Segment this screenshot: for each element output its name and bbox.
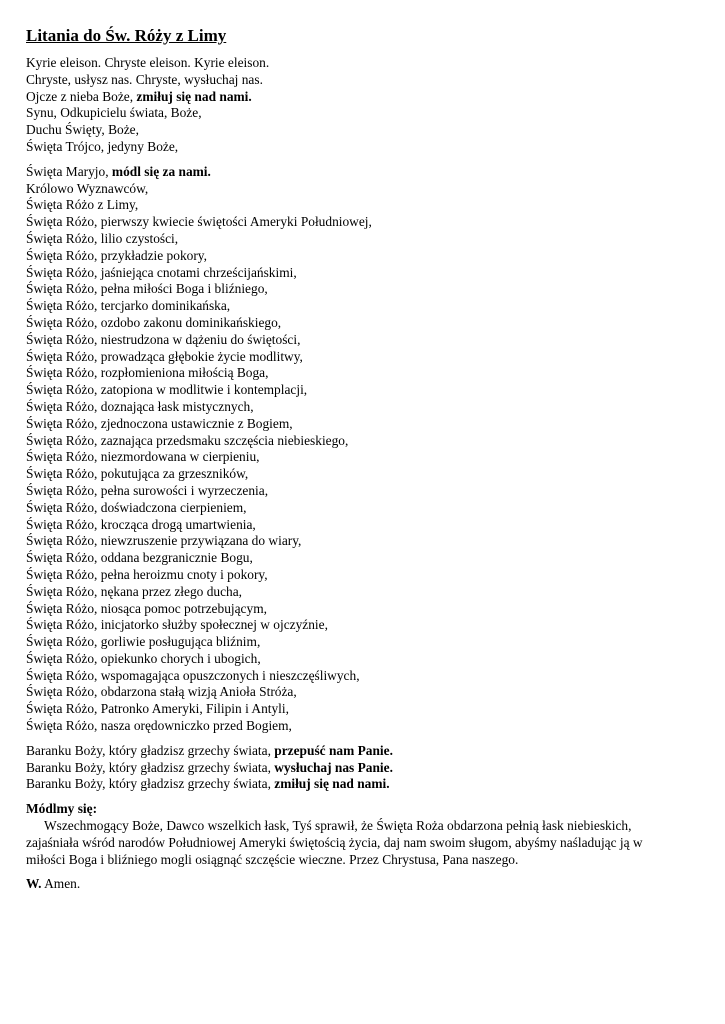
litany-line: [26, 197, 706, 214]
litany-response: zmiłuj się nad nami.: [274, 776, 390, 792]
litany-invocation: Święta Różo, opiekunko chorych i ubogich,: [26, 650, 261, 666]
litany-invocation: Święta Różo, nasza orędowniczko przed Bogiem,: [26, 718, 292, 734]
litany-line: [26, 500, 706, 517]
litany-invocation: Święta Różo, zatopiona w modlitwie i kontemplacji,: [26, 382, 308, 398]
litany-line: [26, 651, 706, 668]
litany-line: [26, 399, 706, 416]
litany-line: [26, 743, 706, 760]
litany-line: [26, 760, 706, 777]
litany-invocation: Święta Różo z Limy,: [26, 197, 139, 213]
litany-line: [26, 72, 706, 89]
litany-line: [26, 139, 706, 156]
litany-line: [26, 433, 706, 450]
litany-invocation: Chryste, usłysz nas. Chryste, wysłuchaj nas.: [26, 71, 263, 87]
litany-invocation: Święta Różo, tercjarko dominikańska,: [26, 298, 231, 314]
litany-line: [26, 634, 706, 651]
litany-invocation: Synu, Odkupicielu świata, Boże,: [26, 105, 202, 121]
litany-invocation: Święta Różo, inicjatorko służby społecznej w ojczyźnie,: [26, 617, 328, 633]
litany-response: módl się za nami.: [111, 163, 211, 179]
litany-line: [26, 668, 706, 685]
litany-invocation: Święta Różo, Patronko Ameryki, Filipin i Antyli,: [26, 701, 289, 717]
litany-line: [26, 231, 706, 248]
litany-invocation: Święta Różo, prowadząca głębokie życie modlitwy,: [26, 348, 303, 364]
litany-invocation: Święta Różo, doświadczona cierpieniem,: [26, 499, 247, 515]
litany-line: [26, 365, 706, 382]
litany-invocation: Święta Różo, zjednoczona ustawicznie z Bogiem,: [26, 415, 293, 431]
litany-line: [26, 617, 706, 634]
litany-line: [26, 466, 706, 483]
litany-invocation: Święta Różo, lilio czystości,: [26, 230, 179, 246]
litany-line: [26, 349, 706, 366]
litany-line: [26, 248, 706, 265]
litany-line: [26, 449, 706, 466]
litany-line: [26, 483, 706, 500]
litany-invocation: Święta Różo, doznająca łask mistycznych,: [26, 398, 254, 414]
amen-text: Amen.: [41, 876, 81, 892]
litany-line: [26, 315, 706, 332]
litany-invocation: Święta Różo, niestrudzona w dążeniu do świętości,: [26, 331, 301, 347]
litany-invocation: Święta Różo, krocząca drogą umartwienia,: [26, 516, 256, 532]
litany-invocation: Święta Różo, nękana przez złego ducha,: [26, 583, 243, 599]
litany-line: [26, 701, 706, 718]
litany-line: [26, 718, 706, 735]
litany-invocation: Baranku Boży, który gładzisz grzechy świata,: [26, 776, 275, 792]
litany-invocation: Święta Różo, ozdobo zakonu dominikańskiego,: [26, 314, 282, 330]
lamb-of-god-block: [26, 743, 706, 793]
litany-invocation: Święta Różo, zaznająca przedsmaku szczęścia niebieskiego,: [26, 432, 349, 448]
litany-invocation: Ojcze z nieba Boże,: [26, 88, 137, 104]
litany-line: [26, 105, 706, 122]
litany-line: [26, 533, 706, 550]
litany-line: [26, 181, 706, 198]
litany-line: [26, 281, 706, 298]
litany-line: [26, 382, 706, 399]
litany-line: [26, 332, 706, 349]
litany-line: [26, 601, 706, 618]
litany-invocation: Święta Różo, pełna miłości Boga i bliźniego,: [26, 281, 268, 297]
prayer-text: Wszechmogący Boże, Dawco wszelkich łask, Tyś sprawił, że Święta Roża obdarzona pełnią łask niebieskich, zajaśniała wśród narodów Południowej Ameryki świętością życia, daj nam swoim sługom, abyśmy naśladując ją w miłości Boga i bliźniego mogli osiągnąć szczęście wieczne. Przez Chrystusa, Pana naszego.: [26, 818, 643, 867]
litany-line: [26, 89, 706, 106]
invocations-block: [26, 164, 706, 735]
litany-invocation: Święta Różo, pełna surowości i wyrzeczenia,: [26, 482, 269, 498]
litany-line: [26, 298, 706, 315]
opening-block: [26, 55, 706, 156]
litany-invocation: Królowo Wyznawców,: [26, 180, 149, 196]
litany-line: [26, 684, 706, 701]
litany-invocation: Baranku Boży, który gładzisz grzechy świata,: [26, 742, 275, 758]
litany-invocation: Święta Trójco, jedyny Boże,: [26, 138, 179, 154]
litany-invocation: Święta Różo, niezmordowana w cierpieniu,: [26, 449, 260, 465]
litany-response: wysłuchaj nas Panie.: [274, 759, 393, 775]
litany-line: [26, 567, 706, 584]
litany-invocation: Święta Różo, wspomagająca opuszczonych i nieszczęśliwych,: [26, 667, 360, 683]
litany-line: [26, 122, 706, 139]
amen-label: W.: [26, 876, 42, 892]
page-title: Litania do Św. Róży z Limy: [26, 26, 227, 45]
litany-line: [26, 55, 706, 72]
litany-invocation: Kyrie eleison. Chryste eleison. Kyrie eleison.: [26, 55, 270, 70]
closing-prayer: [26, 801, 706, 868]
litany-invocation: Święta Różo, niewzruszenie przywiązana do wiary,: [26, 533, 302, 549]
litany-invocation: Święta Maryjo,: [26, 163, 112, 179]
litany-invocation: Święta Różo, rozpłomieniona miłością Boga,: [26, 365, 269, 381]
litany-invocation: Święta Różo, oddana bezgranicznie Bogu,: [26, 550, 253, 566]
litany-response: przepuść nam Panie.: [274, 742, 393, 758]
litany-line: [26, 416, 706, 433]
litany-invocation: Święta Różo, pokutująca za grzeszników,: [26, 466, 249, 482]
litany-line: [26, 776, 706, 793]
litany-invocation: Święta Różo, obdarzona stałą wizją Anioła Stróża,: [26, 684, 297, 700]
litany-invocation: Duchu Święty, Boże,: [26, 122, 139, 138]
litany-line: [26, 517, 706, 534]
litany-invocation: Święta Różo, pełna heroizmu cnoty i pokory,: [26, 566, 268, 582]
litany-invocation: Święta Różo, gorliwie posługująca bliźnim,: [26, 634, 261, 650]
amen-line: [26, 876, 706, 893]
litany-invocation: Święta Różo, niosąca pomoc potrzebującym,: [26, 600, 267, 616]
litany-line: [26, 584, 706, 601]
litany-invocation: Święta Różo, przykładzie pokory,: [26, 247, 207, 263]
litany-line: [26, 164, 706, 181]
litany-line: [26, 550, 706, 567]
litany-invocation: Baranku Boży, który gładzisz grzechy świata,: [26, 759, 275, 775]
litany-line: [26, 265, 706, 282]
litany-invocation: Święta Różo, jaśniejąca cnotami chrześcijańskimi,: [26, 264, 297, 280]
litany-invocation: Święta Różo, pierwszy kwiecie świętości Ameryki Południowej,: [26, 214, 372, 230]
document-page: [26, 26, 706, 893]
litany-response: zmiłuj się nad nami.: [136, 88, 252, 104]
prayer-heading: Módlmy się:: [26, 801, 98, 817]
litany-line: [26, 214, 706, 231]
